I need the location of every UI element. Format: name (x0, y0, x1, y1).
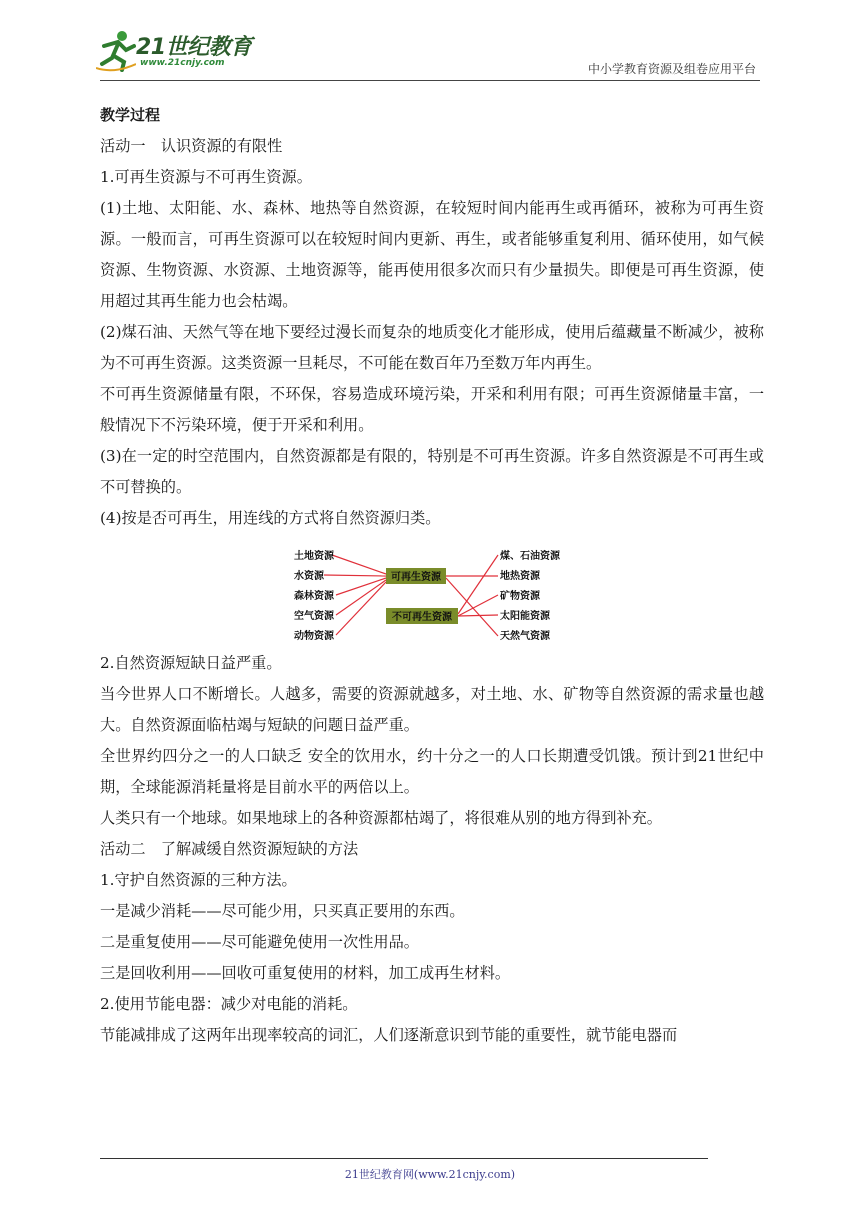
paragraph: 节能减排成了这两年出现率较高的词汇，人们逐渐意识到节能的重要性，就节能电器而 (100, 1026, 678, 1044)
paragraph: 二是重复使用——尽可能避免使用一次性用品。 (100, 933, 419, 951)
activity-two-title: 活动二 了解减缓自然资源短缺的方法 (100, 840, 359, 858)
paragraph: (3)在一定的时空范围内，自然资源都是有限的，特别是不可再生资源。许多自然资源是不可再生或不可替换的。 (100, 447, 764, 496)
left-item: 森林资源 (294, 591, 334, 602)
activity-one-title: 活动一 认识资源的有限性 (100, 137, 283, 155)
paragraph: 全世界约四分之一的人口缺乏 安全的饮用水，约十分之一的人口长期遭受饥饿。预计到21世纪中期，全球能源消耗量将是目前水平的两倍以上。 (100, 747, 764, 796)
header-divider (100, 80, 760, 81)
runner-icon (96, 28, 136, 72)
right-item: 太阳能资源 (500, 611, 550, 622)
resource-matching-diagram (100, 540, 764, 644)
paragraph: 当今世界人口不断增长。人越多，需要的资源就越多，对土地、水、矿物等自然资源的需求量也越大。自然资源面临枯竭与短缺的问题日益严重。 (100, 685, 764, 734)
left-item: 土地资源 (294, 551, 334, 562)
paragraph: 2.自然资源短缺日益严重。 (100, 654, 282, 672)
site-logo (96, 28, 256, 80)
renewable-label: 可再生资源 (391, 572, 441, 583)
logo-url: www.21cnjy.com (140, 58, 225, 68)
paragraph: (2)煤石油、天然气等在地下要经过漫长而复杂的地质变化才能形成，使用后蕴藏量不断减少，被称为不可再生资源。这类资源一旦耗尽，不可能在数百年乃至数万年内再生。 (100, 323, 764, 372)
section-heading: 教学过程 (100, 106, 161, 124)
right-item: 地热资源 (500, 571, 540, 582)
paragraph: (1)土地、太阳能、水、森林、地热等自然资源，在较短时间内能再生或再循环，被称为可再生资源。一般而言，可再生资源可以在较短时间内更新、再生，或者能够重复利用、循环使用，如气候资源、生物资源、水资源、土地资源等，能再使用很多次而只有少量损失。即便是可再生资源，使用超过其再生能力也会枯竭。 (100, 199, 764, 310)
nonrenewable-label: 不可再生资源 (392, 612, 452, 623)
left-item: 动物资源 (294, 631, 334, 642)
right-item: 天然气资源 (500, 631, 550, 642)
paragraph: 2.使用节能电器：减少对电能的消耗。 (100, 995, 358, 1013)
footer-text: 21世纪教育网(www.21cnjy.com) (344, 1168, 516, 1181)
left-item: 空气资源 (294, 611, 334, 622)
right-item: 煤、石油资源 (500, 551, 560, 562)
platform-name: 中小学教育资源及组卷应用平台 (587, 62, 756, 76)
paragraph: 一是减少消耗——尽可能少用，只买真正要用的东西。 (100, 902, 465, 920)
right-item: 矿物资源 (500, 591, 540, 602)
paragraph: 三是回收利用——回收可重复使用的材料，加工成再生材料。 (100, 964, 511, 982)
left-item: 水资源 (294, 571, 324, 582)
paragraph: 人类只有一个地球。如果地球上的各种资源都枯竭了，将很难从别的地方得到补充。 (100, 809, 662, 827)
paragraph: 不可再生资源储量有限，不环保，容易造成环境污染，开采和利用有限；可再生资源储量丰富，一般情况下不污染环境，便于开采和利用。 (100, 385, 764, 434)
paragraph: 1.守护自然资源的三种方法。 (100, 871, 297, 889)
document-body (100, 100, 764, 1051)
logo-text: 21世纪教育 (136, 35, 252, 60)
page-header (0, 0, 860, 84)
paragraph: (4)按是否可再生，用连线的方式将自然资源归类。 (100, 509, 441, 527)
footer-divider (100, 1158, 708, 1159)
paragraph: 1.可再生资源与不可再生资源。 (100, 168, 312, 186)
